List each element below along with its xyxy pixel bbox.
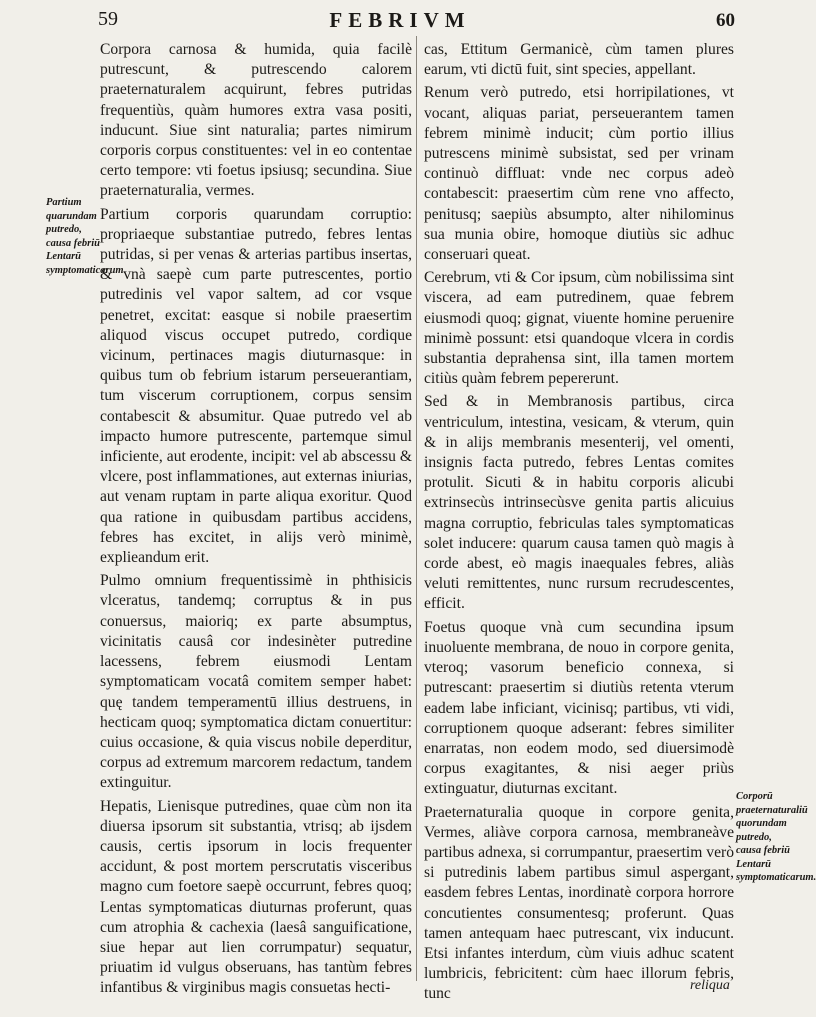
- paragraph: Foetus quoque vnà cum secundina ipsum inuoluente membrana, de nouo in corpore genita, vteroq; vasorum beneficio connexa, si putrescant: praesertim si diutiùs retenta vterum eadem labe inficiant, vicinisq; partibus, vti vidi, corruptionem quoque adserant: febres similiter enarratas, non eodem modo, sed diuersimodè corpus exagitantes, & nisi aeger priùs extinguatur, diuturnas excitant.: [424, 618, 734, 798]
- page-header: [0, 0, 800, 38]
- column-divider: [416, 36, 417, 981]
- paragraph: Partium corporis quarundam corruptio: propriaeque substantiae putredo, febres lentas putridas, si per venas & arterias partibus insertas, & vnà saepè cum parte putrescentes, portio putredinis vel vapor saltem, ad cor vsque penetret, excitat: easque si nobile praesertim aliquod viscus occupet putredo, cordique vicinum, pertinaces magis diuturnasque: in quibus tum ob febrium istarum perseuerantiam, tum viscerum corruptionem, corpus sensim contabescit & absumitur. Quae putredo vel ab impacto humore putrescente, partemque simul inficiente, aut erodente, incipit: vel ab abscessu & vlcere, post inflammationes, aut externas iniurias, aut venam ruptam in parte aliqua exoritur. Quod qua ratione in quibusdam partibus accidens, febres has excitet, in alijs verò minimè, explieandum erit.: [100, 205, 412, 567]
- paragraph: Cerebrum, vti & Cor ipsum, cùm nobilissima sint viscera, ad eam putredinem, quae febrem eiusmodi quoq; gignat, viuente homine peruenire minimè possunt: etsi quandoque vlcera in cordis substantia deprahensa sint, illa tamen mortem citiùs quàm febrem pepererunt.: [424, 269, 734, 388]
- margin-note-left: Partium quarundam putredo, causa febriū Lentarū symptomaticarum.: [46, 197, 127, 276]
- page-number-left: 59: [98, 8, 118, 30]
- paragraph: Pulmo omnium frequentissimè in phthisicis vlceratus, tandemq; corruptus & in pus conuersus, maioriq; ex parte absumptus, vicinitatis causâ cor indesinèter putredine lacessens, febrem eiusmodi Lentam symptomaticam vocatâ comitem semper habet: quę tandem temperamentū illius destruens, in hecticam quoq; symptomatica dictam conuertitur: cuius occasione, & quia viscus nobile deperditur, corpus ad extremum marcorem redactum, tandem extinguitur.: [100, 572, 412, 792]
- paragraph: Sed & in Membranosis partibus, circa ventriculum, intestina, vesicam, & vterum, quin & in alijs membranis mesenterij, vel omenti, insignis facta putredo, febres Lentas comites protulit. Sicuti & in habitu corporis alicubi extrinsecùs intrinsecùsve genita partis alicuius magna corruptio, febriculas tales symptomaticas solet inducere: quarum causa tamen quò magis à corde abest, eò magis inaequales febres, aliàs veluti remittentes, nunc rursum recrudescentes, efficit.: [424, 393, 734, 613]
- paragraph: Hepatis, Lienisque putredines, quae cùm non ita diuersa ipsorum sit substantia, vtrisq; ab ijsdem causis, certis ipsorum in locis frequenter accidunt, & post mortem perscrutatis visceribus magno cum foetore saepè occurrunt, febres quoq; Lentas symptomaticas diuturnas proferunt, quas cum atrophia & cachexia (laesâ sanguificatione, siue hepar aut lien corrumpatur) sequatur, priuatim id vulgus obseruans, has tantùm febres infantibus & virginibus magis consuetas hecti-: [100, 797, 412, 997]
- margin-note-right: Corporū praeternaturaliū quorundam putredo, causa febriū Lentarū symptomaticarum.: [736, 791, 816, 883]
- paragraph: cas, Ettitum Germanicè, cùm tamen plures earum, vti dictū fuit, sint species, appellant.: [424, 41, 734, 79]
- catchword: reliqua: [690, 978, 730, 993]
- paragraph: Praeternaturalia quoque in corpore genita, Vermes, aliàve corpora carnosa, membraneàve partibus adnexa, si corrumpantur, praesertim verò si putredinis labem partibus simul aspergant, easdem febres Lentas, inordinatè corpora horrore concutientes consumentesq; proferunt. Quas tamen antequam haec putrescant, vix inducunt. Etsi infantes interdum, cùm viuis adhuc scatent lumbricis, febricitent: cùm haec illorum febris, tunc: [424, 803, 734, 1003]
- running-title: FEBRIVM: [329, 8, 471, 32]
- paragraph: Renum verò putredo, etsi horripilationes, vt vocant, aliquas pariat, perseuerantem tamen febrem minimè inducit; cùm portio illius putrescens minimè subsistat, sed per vrinam continuò diffluat: vnde nec corpus adeò contabescit: praesertim cùm rene vno affecto, penitusq; saepiùs absumpto, alter nihilominus sua munia obire, homoque diutiùs sic adhuc conseruari queat.: [424, 84, 734, 264]
- text-column-left: [100, 40, 412, 997]
- page-number-right: 60: [716, 10, 735, 31]
- paragraph: Corpora carnosa & humida, quia facilè putrescunt, & putrescendo calorem praeternaturalem acquirunt, febres putridas frequentiùs, quàm humores extra vasa positi, inducunt. Siue sint naturalia; partes nimirum corporis corpus constituentes: vel in eo contentae certo tempore: vti foetus ipsiusq; secundina. Siue praeternaturalia, vermes.: [100, 41, 412, 200]
